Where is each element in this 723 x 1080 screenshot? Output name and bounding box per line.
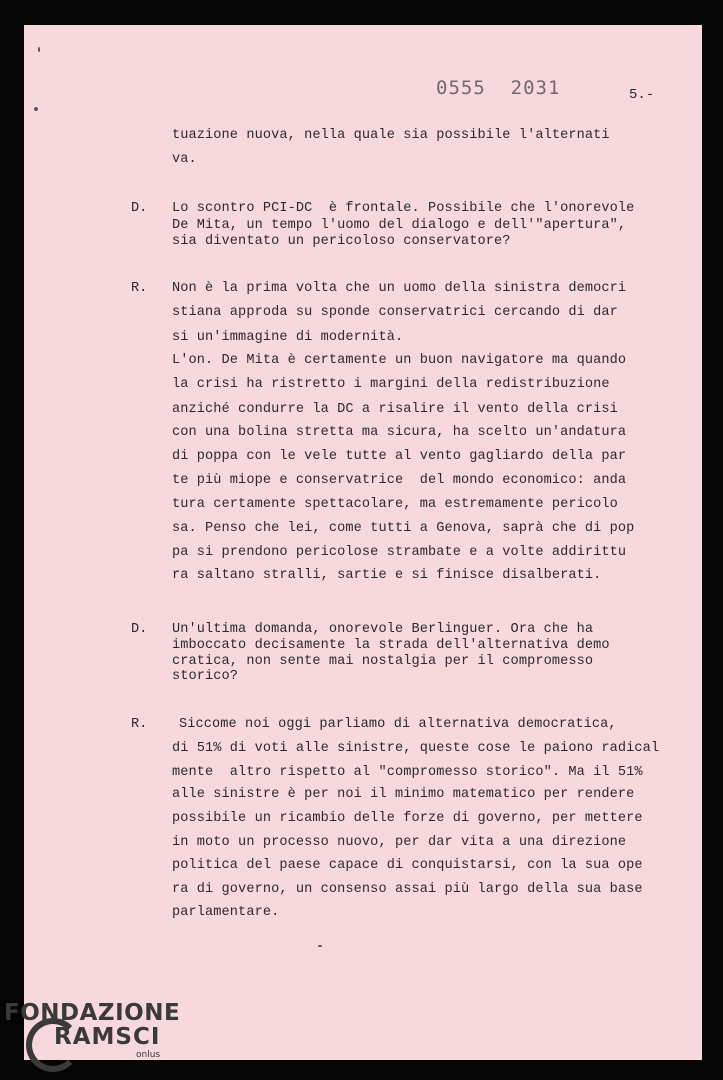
text-line: ra saltano stralli, sartie e si finisce disalberati. [172,568,602,583]
text-line: si un'immagine di modernità. [172,330,404,345]
text-line: sa. Penso che lei, come tutti a Genova, saprà che di pop [172,521,635,536]
text-line: di poppa con le vele tutte al vento gagliardo della par [172,449,627,464]
text-line: Non è la prima volta che un uomo della sinistra democri [172,281,627,296]
text-line: sia diventato un pericoloso conservatore? [172,234,511,249]
text-line: politica del paese capace di conquistarsi, con la sua ope [172,858,643,873]
text-line: storico? [172,669,239,684]
speaker-label: R. [131,717,148,732]
punch-mark [34,107,38,111]
text-line: cratica, non sente mai nostalgia per il compromesso [172,654,594,669]
text-line: di 51% di voti alle sinistre, queste cose le paiono radical [172,741,660,756]
document-page [24,25,702,1060]
text-line: la crisi ha ristretto i margini della redistribuzione [172,377,610,392]
text-line: L'on. De Mita è certamente un buon navigatore ma quando [172,353,627,368]
text-line: De Mita, un tempo l'uomo del dialogo e dell'"apertura", [172,218,627,233]
archive-number: 0555 2031 [436,77,561,99]
text-line: Lo scontro PCI-DC è frontale. Possibile che l'onorevole [172,201,635,216]
page-number: 5.- [629,87,655,103]
speaker-label: R. [131,281,148,296]
watermark-line3: onlus [136,1050,161,1060]
fondazione-gramsci-watermark [4,1000,194,1075]
text-line: imboccato decisamente la strada dell'alternativa demo [172,638,610,653]
speaker-label: D. [131,622,148,637]
text-line: mente altro rispetto al "compromesso storico". Ma il 51% [172,765,643,780]
text-line: alle sinistre è per noi il minimo matematico per rendere [172,787,635,802]
text-line: Siccome noi oggi parliamo di alternativa democratica, [179,717,617,732]
text-line: te più miope e conservatrice del mondo economico: anda [172,473,627,488]
text-line: anziché condurre la DC a risalire il vento della crisi [172,402,618,417]
text-line: pa si prendono pericolose strambate e a volte addirittu [172,545,627,560]
ink-dot [318,945,322,947]
text-line: Un'ultima domanda, onorevole Berlinguer. Ora che ha [172,622,594,637]
text-line: in moto un processo nuovo, per dar vita a una direzione [172,835,627,850]
watermark-line2: RAMSCI [54,1024,161,1050]
text-line: possibile un ricambio delle forze di governo, per mettere [172,811,643,826]
punch-mark [38,47,40,52]
text-line: parlamentare. [172,905,280,920]
text-line: tuazione nuova, nella quale sia possibile l'alternati [172,128,610,143]
text-line: tura certamente spettacolare, ma estremamente pericolo [172,497,618,512]
text-line: va. [172,152,197,167]
speaker-label: D. [131,201,148,216]
text-line: con una bolina stretta ma sicura, ha scelto un'andatura [172,425,627,440]
watermark-line1: FONDAZIONE [4,1000,181,1026]
text-line: stiana approda su sponde conservatrici cercando di dar [172,305,618,320]
text-line: ra di governo, un consenso assai più largo della sua base [172,882,643,897]
